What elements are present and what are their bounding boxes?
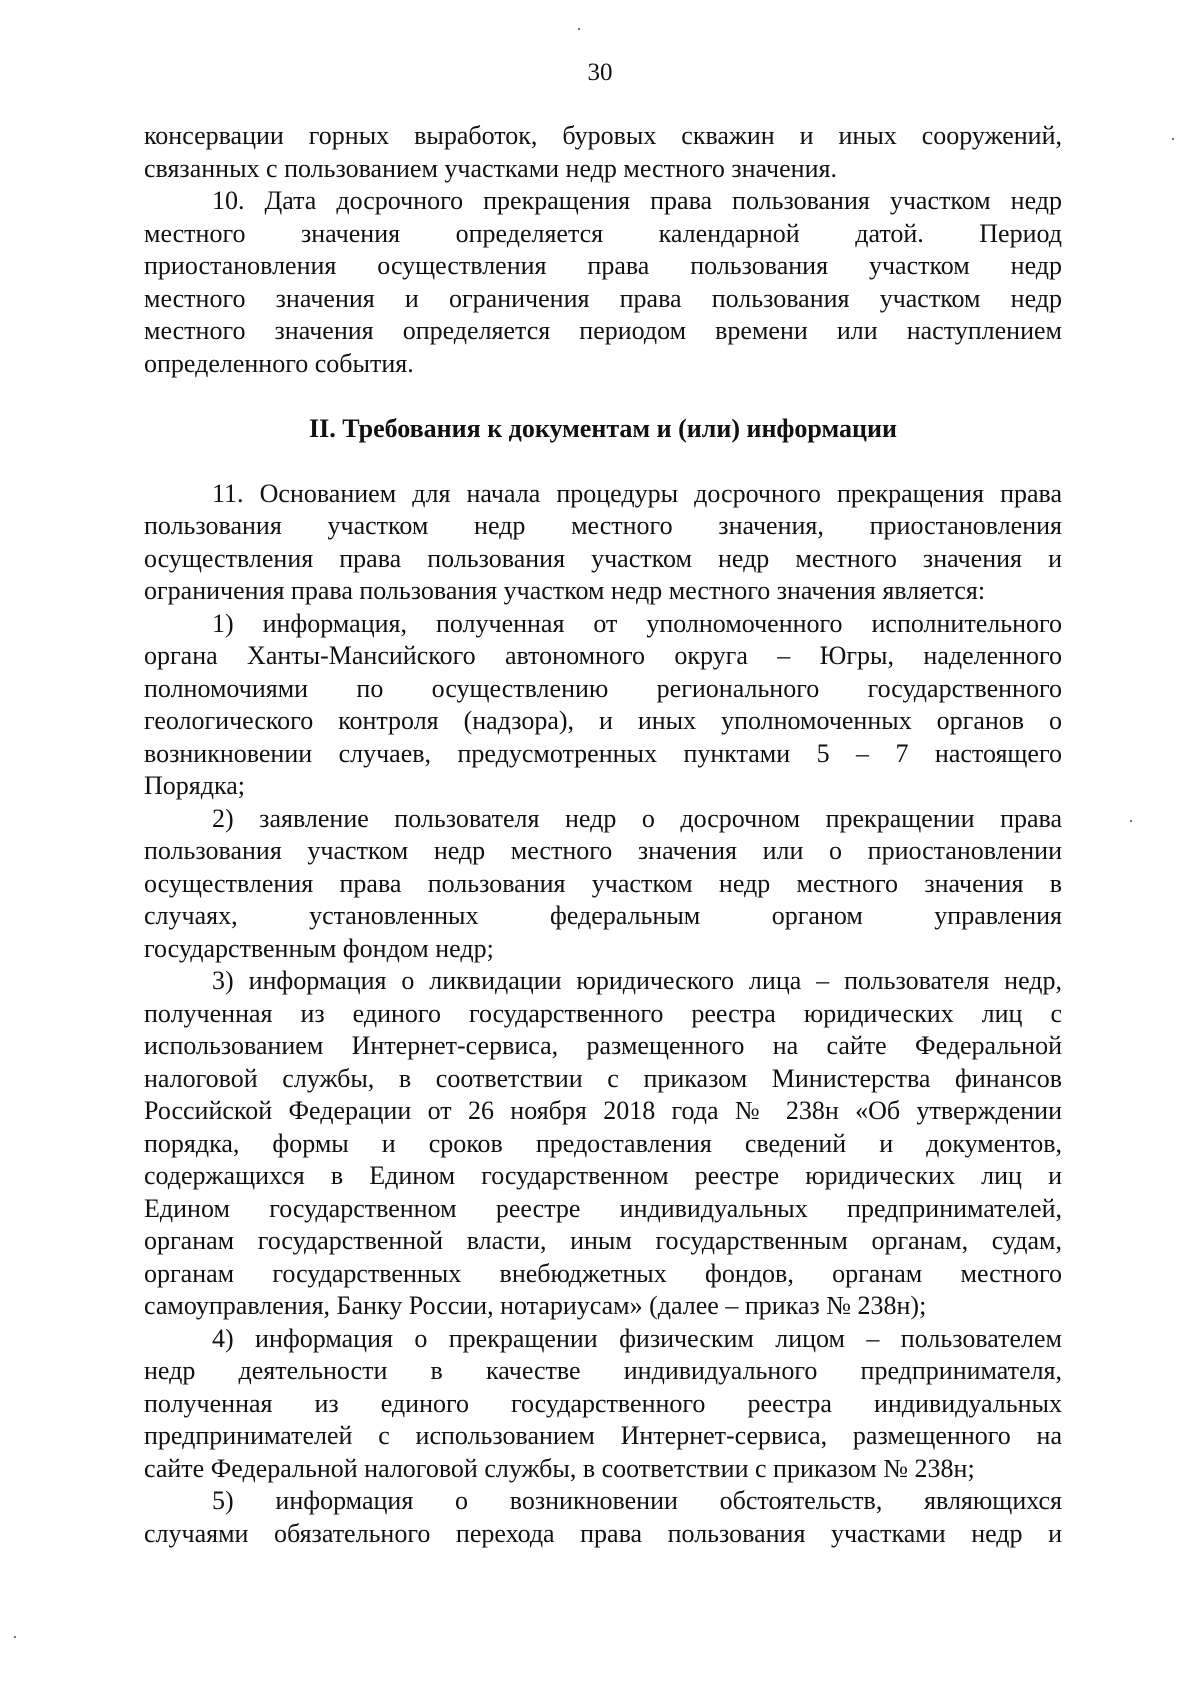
scan-speck — [14, 1636, 16, 1638]
text-line: порядка, формы и сроков предоставления сведений и документов, — [144, 1128, 1062, 1158]
text-line: осуществления права пользования участком недр местного значения в — [144, 868, 1062, 898]
text-line: самоуправления, Банку России, нотариусам» (далее – приказ № 238н); — [144, 1291, 927, 1320]
text-line: связанных с пользованием участками недр местного значения. — [144, 153, 837, 183]
text-line: органам государственных внебюджетных фондов, органам местного — [144, 1258, 1062, 1288]
list-item-1 — [144, 608, 1062, 803]
paragraph-11 — [144, 478, 1062, 608]
text-line: полученная из единого государственного реестра индивидуальных — [144, 1388, 1062, 1418]
text-line: ограничения права пользования участком недр местного значения является: — [144, 576, 986, 605]
text-line: 2) заявление пользователя недр о досрочном прекращении права — [212, 803, 1062, 833]
text-line: государственным фондом недр; — [144, 933, 494, 963]
scan-speck — [1130, 820, 1132, 822]
text-line: пользования участком недр местного значения или о приостановлении — [144, 836, 1062, 865]
text-line: Российской Федерации от 26 ноября 2018 года № 238н «Об утверждении — [144, 1096, 1062, 1125]
text-line: местного значения определяется периодом времени или наступлением — [144, 316, 1062, 345]
text-line: определенного события. — [144, 348, 414, 378]
text-line: пользования участком недр местного значения, приостановления — [144, 511, 1062, 540]
text-line: недр деятельности в качестве индивидуального предпринимателя, — [144, 1356, 1062, 1385]
text-line: Порядка; — [144, 771, 245, 800]
text-line: 10. Дата досрочного прекращения права пользования участком недр — [212, 186, 1062, 215]
text-line: сайте Федеральной налоговой службы, в соответствии с приказом № 238н; — [144, 1453, 975, 1483]
paragraph-10 — [144, 185, 1062, 380]
text-line: возникновении случаев, предусмотренных пунктами 5 – 7 настоящего — [144, 738, 1062, 768]
text-line: Едином государственном реестре индивидуальных предпринимателей, — [144, 1193, 1062, 1223]
list-item-3 — [144, 965, 1062, 1323]
text-line: геологического контроля (надзора), и иных уполномоченных органов о — [144, 706, 1062, 735]
text-line: 3) информация о ликвидации юридического лица – пользователя недр, — [212, 966, 1062, 995]
blank-line — [144, 445, 1062, 478]
list-item-5 — [144, 1485, 1062, 1550]
text-line: предпринимателей с использованием Интернет-сервиса, размещенного на — [144, 1421, 1062, 1450]
text-line: органа Ханты-Мансийского автономного округа – Югры, наделенного — [144, 641, 1062, 670]
text-line: приостановления осуществления права пользования участком недр — [144, 251, 1062, 280]
text-line: случаях, установленных федеральным органом управления — [144, 901, 1062, 930]
list-item-4 — [144, 1323, 1062, 1486]
scan-speck — [578, 28, 580, 30]
text-line: осуществления права пользования участком недр местного значения и — [144, 543, 1062, 573]
text-line: содержащихся в Едином государственном реестре юридических лиц и — [144, 1161, 1062, 1190]
text-line: 5) информация о возникновении обстоятельств, являющихся — [212, 1486, 1062, 1515]
text-line: случаями обязательного перехода права пользования участками недр и — [144, 1518, 1062, 1548]
text-line: местного значения и ограничения права пользования участком недр — [144, 283, 1062, 313]
text-line: 11. Основанием для начала процедуры досрочного прекращения права — [212, 478, 1062, 508]
section-heading: II. Требования к документам и (или) информации — [309, 413, 897, 443]
document-body — [144, 120, 1062, 1550]
text-line: налоговой службы, в соответствии с приказом Министерства финансов — [144, 1063, 1062, 1093]
text-line: консервации горных выработок, буровых скважин и иных сооружений, — [144, 121, 1062, 150]
scan-speck — [1172, 138, 1174, 140]
text-line: 4) информация о прекращении физическим лицом – пользователем — [212, 1323, 1062, 1353]
blank-line — [144, 380, 1062, 413]
text-line: полномочиями по осуществлению регионального государственного — [144, 673, 1062, 703]
text-line: использованием Интернет-сервиса, размещенного на сайте Федеральной — [144, 1031, 1062, 1060]
text-line: полученная из единого государственного реестра юридических лиц с — [144, 998, 1062, 1028]
text-line: 1) информация, полученная от уполномоченного исполнительного — [212, 608, 1062, 638]
list-item-2 — [144, 803, 1062, 966]
text-line: местного значения определяется календарной датой. Период — [144, 218, 1062, 248]
text-line: органам государственной власти, иным государственным органам, судам, — [144, 1226, 1062, 1255]
page-number: 30 — [587, 59, 613, 86]
paragraph-continuation — [144, 120, 1062, 185]
